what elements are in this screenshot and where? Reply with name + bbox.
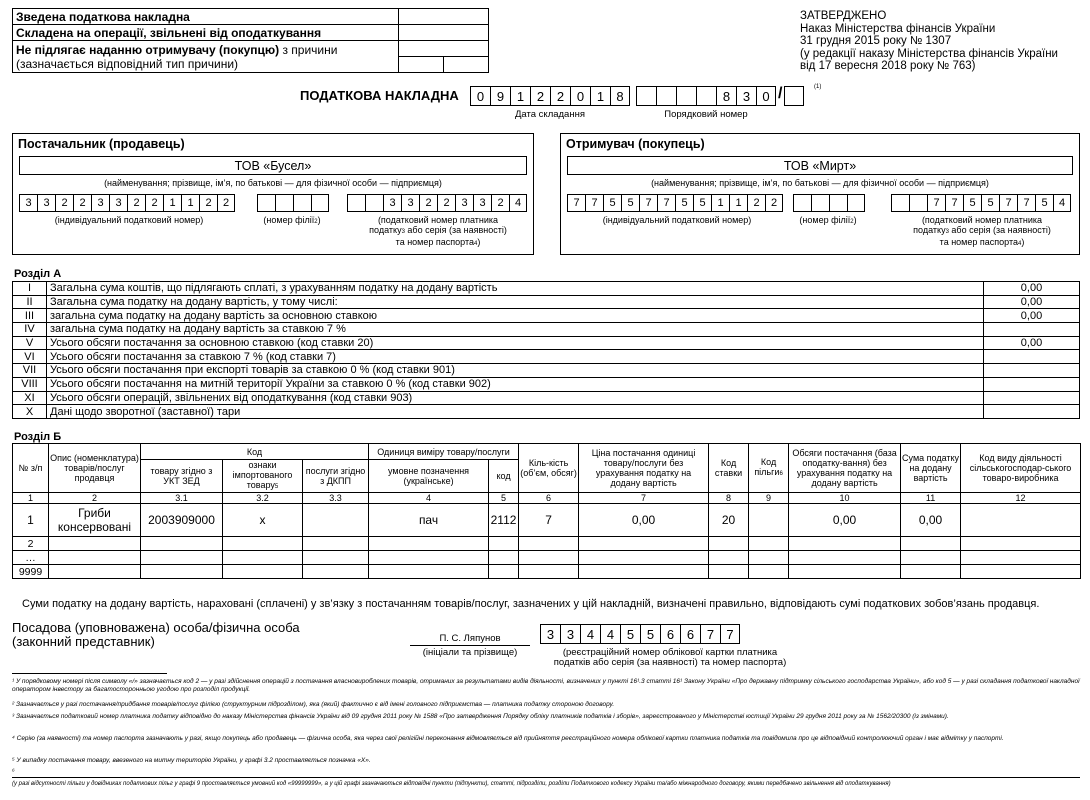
- digit-cell[interactable]: 7: [927, 194, 945, 212]
- digit-cell[interactable]: 1: [711, 194, 729, 212]
- column-number: 3.3: [303, 493, 369, 504]
- digit-cell[interactable]: [784, 86, 804, 106]
- table-cell-c9[interactable]: [749, 551, 789, 565]
- digit-cell[interactable]: 6: [660, 624, 680, 644]
- column-number: 8: [709, 493, 749, 504]
- buyer-name-caption: (найменування; прізвище, ім’я, по батькові — для фізичної особи — підприємця): [651, 178, 989, 188]
- section-a-row-value[interactable]: [984, 364, 1080, 378]
- col-header-number: № з/п: [13, 444, 49, 493]
- seller-title: Постачальник (продавець): [18, 137, 185, 151]
- section-a-row-value[interactable]: [984, 405, 1080, 419]
- table-cell-c12[interactable]: [961, 551, 1081, 565]
- table-cell-desc[interactable]: [49, 551, 141, 565]
- table-cell-c31[interactable]: [141, 537, 223, 551]
- number-suffix-field[interactable]: [784, 86, 804, 106]
- section-a-row-value[interactable]: [984, 391, 1080, 405]
- digit-cell[interactable]: 2: [217, 194, 235, 212]
- digit-cell[interactable]: 4: [1053, 194, 1071, 212]
- signer-registration-field[interactable]: [540, 624, 740, 644]
- section-a-row-label: Загальна сума податку на додану вартість, у тому числі:: [47, 295, 984, 309]
- serial-number-field[interactable]: [636, 86, 776, 106]
- table-cell-c5[interactable]: 2112: [489, 504, 519, 537]
- digit-cell[interactable]: [676, 86, 696, 106]
- status-table: [12, 8, 489, 73]
- section-a-row-number: IV: [13, 323, 47, 337]
- col-header-benefit-code: Код пільги6: [749, 444, 789, 493]
- table-cell-c5[interactable]: [489, 565, 519, 579]
- col-header-activity-code: Код виду діяльності сільськогосподар-ського товаро-виробника: [961, 444, 1081, 493]
- col-header-price: Ціна постачання одиниці товару/послуги без урахування податку на додану вартість: [579, 444, 709, 493]
- table-row: [13, 551, 1081, 565]
- number-slash: /: [778, 85, 783, 102]
- section-a-row-label: Дані щодо зворотної (заставної) тари: [47, 405, 984, 419]
- digit-cell[interactable]: 1: [181, 194, 199, 212]
- digit-cell[interactable]: 2: [127, 194, 145, 212]
- table-cell-c7[interactable]: 0,00: [579, 504, 709, 537]
- digit-cell[interactable]: 5: [620, 624, 640, 644]
- section-a-row-label: Усього обсяги постачання при експорті товарів за ставкою 0 % (код ставки 901): [47, 364, 984, 378]
- digit-cell[interactable]: 2: [747, 194, 765, 212]
- digit-cell[interactable]: [365, 194, 383, 212]
- col-header-unit-symbol: умовне позначення (українське): [369, 460, 489, 493]
- digit-cell[interactable]: [793, 194, 811, 212]
- footnote-6-line: [12, 777, 1080, 778]
- table-cell-c12[interactable]: [961, 565, 1081, 579]
- buyer-title: Отримувач (покупець): [566, 137, 705, 151]
- section-a-title: Розділ А: [14, 268, 62, 280]
- section-a-row-value[interactable]: 0,00: [984, 282, 1080, 296]
- digit-cell[interactable]: 3: [455, 194, 473, 212]
- digit-cell[interactable]: 7: [639, 194, 657, 212]
- col-header-quantity: Кіль-кість (об’єм, обсяг): [519, 444, 579, 493]
- digit-cell[interactable]: [696, 86, 716, 106]
- digit-cell[interactable]: 2: [491, 194, 509, 212]
- digit-cell[interactable]: 7: [657, 194, 675, 212]
- buyer-name-field[interactable]: ТОВ «Мирт»: [567, 156, 1073, 175]
- table-cell-c10[interactable]: [789, 537, 901, 551]
- section-a-row-label: Загальна сума коштів, що підлягають сплаті, з урахуванням податку на додану вартість: [47, 282, 984, 296]
- digit-cell[interactable]: 2: [550, 86, 570, 106]
- footnote-2: ² Зазначається у разі постачання/придбання товарів/послуг філією (структурним підрозділом), яка (який) фактично є від імені головного підприємства — платника податку стороною договору.: [12, 701, 615, 708]
- table-cell-c11[interactable]: [901, 551, 961, 565]
- table-cell-c6[interactable]: 7: [519, 504, 579, 537]
- seller-tax-caption: (податковий номер платника податку3 або серія (за наявності) та номер паспорта4): [369, 215, 507, 247]
- col-header-code: Код: [141, 444, 369, 460]
- table-cell-c9[interactable]: [749, 565, 789, 579]
- table-cell-c7[interactable]: [579, 565, 709, 579]
- column-number: 4: [369, 493, 489, 504]
- footnote-separator: [12, 673, 167, 674]
- section-a-row-label: Усього обсяги постачання за ставкою 7 % (код ставки 7): [47, 350, 984, 364]
- col-header-unit: Одиниця виміру товару/послуги: [369, 444, 519, 460]
- table-cell-c6[interactable]: [519, 537, 579, 551]
- section-a-row-value[interactable]: [984, 323, 1080, 337]
- digit-cell[interactable]: 1: [729, 194, 747, 212]
- signer-label: Посадова (уповноважена) особа/фізична особа (законний представник): [12, 620, 300, 649]
- column-number: 7: [579, 493, 709, 504]
- seller-tax-number-field[interactable]: [347, 194, 527, 212]
- section-a-row-number: VIII: [13, 377, 47, 391]
- digit-cell[interactable]: 5: [621, 194, 639, 212]
- digit-cell[interactable]: 5: [1035, 194, 1053, 212]
- table-cell-c4[interactable]: [369, 565, 489, 579]
- section-a-row: [13, 295, 1080, 309]
- section-b-table: [12, 443, 1081, 579]
- digit-cell[interactable]: 2: [419, 194, 437, 212]
- table-cell-c8[interactable]: [709, 565, 749, 579]
- vat-statement: Суми податку на додану вартість, нараховані (сплачені) у зв’язку з постачанням товарів/послуг, зазначених у цій накладній, визначені правильно, відповідають сумі податкових зобов’язань продавця.: [22, 598, 1040, 610]
- exempt-operations-label: Складена на операції, звільнені від оподаткування: [13, 25, 399, 41]
- exempt-operations-box[interactable]: [399, 25, 489, 41]
- not-for-buyer-label: Не підлягає наданню отримувачу (покупцю) з причини (зазначається відповідний тип причини): [13, 41, 399, 73]
- digit-cell[interactable]: 3: [383, 194, 401, 212]
- digit-cell[interactable]: 7: [700, 624, 720, 644]
- summary-invoice-box[interactable]: [399, 9, 489, 25]
- digit-cell[interactable]: 2: [765, 194, 783, 212]
- table-cell-c11[interactable]: 0,00: [901, 504, 961, 537]
- digit-cell[interactable]: 8: [610, 86, 630, 106]
- table-cell-c32[interactable]: [223, 537, 303, 551]
- section-a-row: [13, 336, 1080, 350]
- digit-cell[interactable]: 4: [600, 624, 620, 644]
- digit-cell[interactable]: 3: [560, 624, 580, 644]
- seller-name-field[interactable]: ТОВ «Бусел»: [19, 156, 527, 175]
- digit-cell[interactable]: 1: [590, 86, 610, 106]
- digit-cell[interactable]: 3: [19, 194, 37, 212]
- buyer-tax-number-field[interactable]: [891, 194, 1071, 212]
- digit-cell[interactable]: [891, 194, 909, 212]
- digit-cell[interactable]: 2: [530, 86, 550, 106]
- footnote-4: ⁴ Серію (за наявності) та номер паспорта зазначають у разі, якщо покупець або продавець — фізична особа, яка через свої релігійні переконання відмовляється від прийняття реєстраційного номера облікової картки платника податків та повідомила про це відповідний контролюючий орган і має відмітку у паспорті.: [12, 735, 1004, 742]
- table-row: [13, 504, 1081, 537]
- reason-type-box-2[interactable]: [444, 57, 489, 73]
- table-cell-c31[interactable]: [141, 565, 223, 579]
- digit-cell[interactable]: 5: [675, 194, 693, 212]
- digit-cell[interactable]: 3: [473, 194, 491, 212]
- table-cell-c32[interactable]: [223, 551, 303, 565]
- digit-cell[interactable]: 3: [401, 194, 419, 212]
- col-header-description: Опис (номенклатура) товарів/послуг продавця: [49, 444, 141, 493]
- digit-cell[interactable]: 3: [540, 624, 560, 644]
- table-cell-c31[interactable]: 2003909000: [141, 504, 223, 537]
- digit-cell[interactable]: 7: [999, 194, 1017, 212]
- signer-name-caption: (ініціали та прізвище): [422, 647, 518, 658]
- digit-cell[interactable]: [275, 194, 293, 212]
- section-a-row: [13, 309, 1080, 323]
- digit-cell[interactable]: [311, 194, 329, 212]
- buyer-block: [560, 133, 1080, 255]
- seller-block: [12, 133, 534, 255]
- digit-cell[interactable]: 4: [509, 194, 527, 212]
- table-cell-desc[interactable]: [49, 565, 141, 579]
- digit-cell[interactable]: 5: [963, 194, 981, 212]
- table-cell-c6[interactable]: [519, 565, 579, 579]
- column-number: 9: [749, 493, 789, 504]
- digit-cell[interactable]: 3: [37, 194, 55, 212]
- section-a-row-label: Усього обсяги операцій, звільнених від оподаткування (код ставки 903): [47, 391, 984, 405]
- column-numbers-row: [13, 493, 1081, 504]
- footnote-5: ⁵ У випадку постачання товару, ввезеного на митну територію України, у графі 3.2 проставляється позначка «Х».: [12, 757, 371, 764]
- column-number: 10: [789, 493, 901, 504]
- digit-cell[interactable]: 1: [510, 86, 530, 106]
- table-cell-c10[interactable]: 0,00: [789, 504, 901, 537]
- table-cell-c8[interactable]: [709, 537, 749, 551]
- digit-cell[interactable]: 0: [570, 86, 590, 106]
- table-cell-c33[interactable]: [303, 565, 369, 579]
- table-cell-n: …: [13, 551, 49, 565]
- reason-type-box-1[interactable]: [399, 57, 444, 73]
- digit-cell[interactable]: 3: [109, 194, 127, 212]
- digit-cell[interactable]: [656, 86, 676, 106]
- table-cell-c6[interactable]: [519, 551, 579, 565]
- table-cell-c9[interactable]: [749, 537, 789, 551]
- section-a-row-value[interactable]: 0,00: [984, 309, 1080, 323]
- digit-cell[interactable]: [811, 194, 829, 212]
- digit-cell[interactable]: 2: [199, 194, 217, 212]
- table-cell-c31[interactable]: [141, 551, 223, 565]
- seller-ipn-field[interactable]: [19, 194, 235, 212]
- digit-cell[interactable]: [909, 194, 927, 212]
- section-a-row-number: I: [13, 282, 47, 296]
- buyer-branch-field[interactable]: [793, 194, 865, 212]
- invoice-title: ПОДАТКОВА НАКЛАДНА: [300, 88, 459, 103]
- section-a-row: [13, 282, 1080, 296]
- section-a-row-number: VII: [13, 364, 47, 378]
- table-cell-c5[interactable]: [489, 551, 519, 565]
- number-caption: Порядковий номер: [664, 109, 748, 120]
- column-number: 2: [49, 493, 141, 504]
- column-number: 1: [13, 493, 49, 504]
- buyer-branch-caption: (номер філії2): [799, 215, 857, 225]
- date-field[interactable]: [470, 86, 630, 106]
- section-a-table: [12, 281, 1080, 419]
- table-cell-c12[interactable]: [961, 537, 1081, 551]
- table-cell-c33[interactable]: [303, 504, 369, 537]
- column-number: 6: [519, 493, 579, 504]
- buyer-ipn-caption: (індивідуальний податковий номер): [602, 215, 752, 225]
- seller-name-caption: (найменування; прізвище, ім’я, по батькові — для фізичної особи — підприємця): [104, 178, 442, 188]
- digit-cell[interactable]: 5: [640, 624, 660, 644]
- seller-ipn-caption: (індивідуальний податковий номер): [54, 215, 204, 225]
- seller-branch-field[interactable]: [257, 194, 329, 212]
- table-cell-c8[interactable]: 20: [709, 504, 749, 537]
- seller-branch-caption: (номер філії2): [263, 215, 321, 225]
- table-cell-c10[interactable]: [789, 565, 901, 579]
- section-a-row-value[interactable]: [984, 350, 1080, 364]
- digit-cell[interactable]: [347, 194, 365, 212]
- section-a-row-value[interactable]: [984, 377, 1080, 391]
- digit-cell[interactable]: 5: [693, 194, 711, 212]
- col-header-supply-volume: Обсяги постачання (база оподатку-вання) без урахування податку на додану вартість: [789, 444, 901, 493]
- digit-cell[interactable]: 3: [91, 194, 109, 212]
- table-cell-desc[interactable]: Гриби консервовані: [49, 504, 141, 537]
- section-a-row-number: III: [13, 309, 47, 323]
- section-a-row-label: Усього обсяги постачання на митній території України за ставкою 0 % (код ставки 902): [47, 377, 984, 391]
- column-number: 3.2: [223, 493, 303, 504]
- summary-invoice-label: Зведена податкова накладна: [13, 9, 399, 25]
- signer-name[interactable]: П. С. Ляпунов: [439, 633, 501, 644]
- section-a-row-value[interactable]: 0,00: [984, 336, 1080, 350]
- section-a-row-label: Усього обсяги постачання за основною ставкою (код ставки 20): [47, 336, 984, 350]
- col-header-import-mark: ознаки імпортованого товару5: [223, 460, 303, 493]
- table-row: [13, 565, 1081, 579]
- section-a-row-number: V: [13, 336, 47, 350]
- table-cell-c33[interactable]: [303, 537, 369, 551]
- buyer-tax-caption: (податковий номер платника податку3 або серія (за наявності) та номер паспорта4): [913, 215, 1051, 247]
- buyer-ipn-field[interactable]: [567, 194, 783, 212]
- section-a-row-label: загальна сума податку на додану вартість за основною ставкою: [47, 309, 984, 323]
- section-a-row-number: VI: [13, 350, 47, 364]
- digit-cell[interactable]: 2: [55, 194, 73, 212]
- approval-stamp-text: ЗАТВЕРДЖЕНО Наказ Міністерства фінансів України 31 грудня 2015 року № 1307 (у редакції наказу Міністерства фінансів України від 17 вересня 2018 року № 763): [800, 10, 1058, 72]
- digit-cell[interactable]: 6: [680, 624, 700, 644]
- section-a-row-number: X: [13, 405, 47, 419]
- section-a-row: [13, 377, 1080, 391]
- footnote-3: ³ Зазначається податковий номер платника податку відповідно до наказу Міністерства фінансів України від 09 грудня 2011 року № 1588 «Про затвердження Порядку обліку платників податків і зборів», зареєстрованого у Міністерстві юстиції України 29 грудня 2011 року за № 1562/20300 (із змінами).: [12, 713, 949, 720]
- table-cell-c8[interactable]: [709, 551, 749, 565]
- digit-cell[interactable]: [829, 194, 847, 212]
- section-a-row: [13, 391, 1080, 405]
- digit-cell[interactable]: 7: [720, 624, 740, 644]
- digit-cell[interactable]: 0: [470, 86, 490, 106]
- col-header-uktzed: товару згідно з УКТ ЗЕД: [141, 460, 223, 493]
- digit-cell[interactable]: 2: [73, 194, 91, 212]
- section-a-row: [13, 405, 1080, 419]
- section-a-row: [13, 323, 1080, 337]
- footnote-1: ¹ У порядковому номері після символу «/» зазначається код 2 — у разі здійснення операцій з постачання власновироблених товарів, отриманих за результатами видів діяльності, визначених у пункті 16¹.3 статті 16¹ Закону України «Про державну підтримку сільського господарства України», або код 5 — у разі складання податкової накладної оператором інвестору за багатосторонньою угодою про розподіл продукції.: [12, 678, 1080, 693]
- digit-cell[interactable]: 1: [163, 194, 181, 212]
- digit-cell[interactable]: [257, 194, 275, 212]
- table-cell-c32[interactable]: [223, 565, 303, 579]
- column-number: 12: [961, 493, 1081, 504]
- table-cell-c32[interactable]: х: [223, 504, 303, 537]
- section-a-row: [13, 364, 1080, 378]
- digit-cell[interactable]: 7: [945, 194, 963, 212]
- table-cell-c11[interactable]: [901, 565, 961, 579]
- digit-cell[interactable]: 3: [736, 86, 756, 106]
- table-cell-c4[interactable]: [369, 537, 489, 551]
- col-header-vat-sum: Сума податку на додану вартість: [901, 444, 961, 493]
- section-b-title: Розділ Б: [14, 431, 62, 443]
- digit-cell[interactable]: 9: [490, 86, 510, 106]
- column-number: 11: [901, 493, 961, 504]
- column-number: 3.1: [141, 493, 223, 504]
- signer-registration-caption: (реєстраційний номер облікової картки платника податків або серія (за наявності) та номер паспорта): [553, 647, 787, 668]
- table-cell-n: 9999: [13, 565, 49, 579]
- section-a-row-number: II: [13, 295, 47, 309]
- table-cell-c7[interactable]: [579, 551, 709, 565]
- digit-cell[interactable]: 8: [716, 86, 736, 106]
- section-a-row-label: загальна сума податку на додану вартість за ставкою 7 %: [47, 323, 984, 337]
- table-cell-c7[interactable]: [579, 537, 709, 551]
- digit-cell[interactable]: [293, 194, 311, 212]
- table-cell-c33[interactable]: [303, 551, 369, 565]
- table-cell-n: 2: [13, 537, 49, 551]
- section-a-row-number: XI: [13, 391, 47, 405]
- table-cell-c4[interactable]: пач: [369, 504, 489, 537]
- digit-cell[interactable]: 7: [567, 194, 585, 212]
- section-a-row-value[interactable]: 0,00: [984, 295, 1080, 309]
- digit-cell[interactable]: 7: [1017, 194, 1035, 212]
- col-header-rate-code: Код ставки: [709, 444, 749, 493]
- date-caption: Дата складання: [515, 109, 585, 120]
- digit-cell[interactable]: 5: [603, 194, 621, 212]
- digit-cell[interactable]: 7: [585, 194, 603, 212]
- col-header-dkpp: послуги згідно з ДКПП: [303, 460, 369, 493]
- section-a-row: [13, 350, 1080, 364]
- table-cell-desc[interactable]: [49, 537, 141, 551]
- digit-cell[interactable]: [847, 194, 865, 212]
- table-row: [13, 537, 1081, 551]
- digit-cell[interactable]: 4: [580, 624, 600, 644]
- table-cell-n: 1: [13, 504, 49, 537]
- table-cell-c11[interactable]: [901, 537, 961, 551]
- digit-cell[interactable]: 0: [756, 86, 776, 106]
- digit-cell[interactable]: [636, 86, 656, 106]
- footnote-6-caption: (у разі відсутності пільги у довідниках податкових пільг у графі 9 проставляється умовний код «99999999», а у цій графі зазначаються відповідні пункти (підпункти), статті, підрозділи, розділи Податкового кодексу України та/або міжнародного договору, якими передбачено звільнення від оподаткування): [12, 781, 891, 787]
- digit-cell[interactable]: 5: [981, 194, 999, 212]
- column-number: 5: [489, 493, 519, 504]
- footnote-6: ⁶: [12, 768, 15, 775]
- signer-name-line: [410, 645, 530, 646]
- table-cell-c5[interactable]: [489, 537, 519, 551]
- table-cell-c10[interactable]: [789, 551, 901, 565]
- digit-cell[interactable]: 2: [437, 194, 455, 212]
- col-header-unit-code: код: [489, 460, 519, 493]
- not-for-buyer-box[interactable]: [399, 41, 489, 57]
- digit-cell[interactable]: 2: [145, 194, 163, 212]
- footnote-1-mark: (1): [814, 84, 822, 90]
- table-cell-c4[interactable]: [369, 551, 489, 565]
- table-cell-c12[interactable]: [961, 504, 1081, 537]
- table-cell-c9[interactable]: [749, 504, 789, 537]
